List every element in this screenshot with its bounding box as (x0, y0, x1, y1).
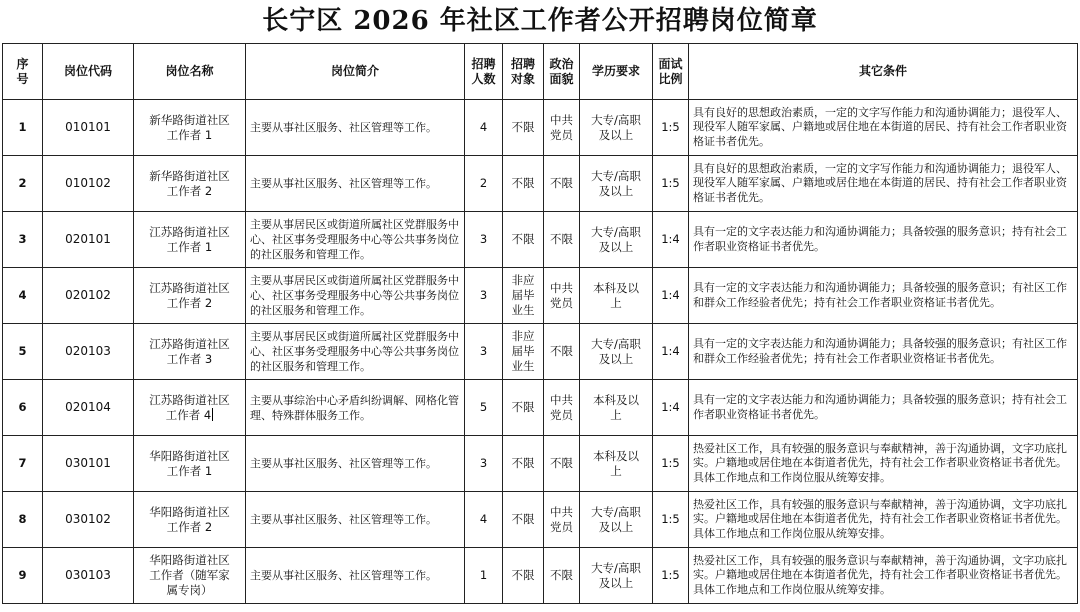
cell-education: 大专/高职及以上 (580, 548, 653, 604)
cell-name: 新华路街道社区工作者 1 (134, 100, 246, 156)
cell-target: 不限 (503, 492, 544, 548)
cell-count: 4 (465, 492, 503, 548)
cell-ratio: 1:5 (653, 548, 689, 604)
cell-seq: 1 (3, 100, 43, 156)
cell-education: 本科及以上 (580, 268, 653, 324)
table-row (3, 100, 1078, 156)
header-target: 招聘对象 (503, 44, 544, 100)
cell-political: 不限 (544, 212, 580, 268)
cell-seq: 3 (3, 212, 43, 268)
cell-other: 具有一定的文字表达能力和沟通协调能力；具备较强的服务意识；有社区工作和群众工作经验者优先；持有社会工作者职业资格证书者优先。 (689, 324, 1078, 380)
cell-ratio: 1:5 (653, 436, 689, 492)
cell-ratio: 1:4 (653, 380, 689, 436)
cell-ratio: 1:4 (653, 324, 689, 380)
cell-target: 不限 (503, 436, 544, 492)
cell-code: 030102 (43, 492, 134, 548)
table-body (3, 100, 1078, 604)
table-header-row (3, 44, 1078, 100)
cell-code: 020104 (43, 380, 134, 436)
positions-table (2, 43, 1078, 604)
table-row (3, 212, 1078, 268)
cell-education: 大专/高职及以上 (580, 492, 653, 548)
cell-ratio: 1:4 (653, 212, 689, 268)
cell-other: 具有良好的思想政治素质，一定的文字写作能力和沟通协调能力；退役军人、现役军人随军家属、户籍地或居住地在本街道的居民、持有社会工作者职业资格证书者优先。 (689, 156, 1078, 212)
header-name: 岗位名称 (134, 44, 246, 100)
cell-code: 020102 (43, 268, 134, 324)
cell-political: 不限 (544, 548, 580, 604)
cell-intro: 主要从事综治中心矛盾纠纷调解、网格化管理、特殊群体服务工作。 (246, 380, 465, 436)
cell-code: 020103 (43, 324, 134, 380)
cell-name: 新华路街道社区工作者 2 (134, 156, 246, 212)
table-row (3, 380, 1078, 436)
cell-seq: 2 (3, 156, 43, 212)
cell-other: 具有良好的思想政治素质，一定的文字写作能力和沟通协调能力；退役军人、现役军人随军家属、户籍地或居住地在本街道的居民、持有社会工作者职业资格证书者优先。 (689, 100, 1078, 156)
cell-seq: 6 (3, 380, 43, 436)
cell-target: 非应届毕业生 (503, 268, 544, 324)
cell-ratio: 1:5 (653, 100, 689, 156)
cell-count: 5 (465, 380, 503, 436)
cell-name: 华阳路街道社区工作者 1 (134, 436, 246, 492)
cell-intro: 主要从事社区服务、社区管理等工作。 (246, 492, 465, 548)
cell-political: 不限 (544, 436, 580, 492)
table-row (3, 324, 1078, 380)
cell-count: 3 (465, 268, 503, 324)
cell-intro: 主要从事社区服务、社区管理等工作。 (246, 156, 465, 212)
cell-seq: 9 (3, 548, 43, 604)
cell-intro: 主要从事居民区或街道所属社区党群服务中心、社区事务受理服务中心等公共事务岗位的社区服务和管理工作。 (246, 324, 465, 380)
table-row (3, 492, 1078, 548)
cell-code: 020101 (43, 212, 134, 268)
cell-target: 不限 (503, 548, 544, 604)
cell-political: 不限 (544, 156, 580, 212)
cell-political: 中共党员 (544, 380, 580, 436)
header-political: 政治面貌 (544, 44, 580, 100)
cell-other: 热爱社区工作，具有较强的服务意识与奉献精神，善于沟通协调，文字功底扎实。户籍地或居住地在本街道者优先，持有社会工作者职业资格证书者优先。具体工作地点和工作岗位服从统筹安排。 (689, 436, 1078, 492)
cell-name: 华阳路街道社区工作者 2 (134, 492, 246, 548)
text-cursor (212, 408, 213, 421)
cell-name: 江苏路街道社区工作者 2 (134, 268, 246, 324)
cell-political: 不限 (544, 324, 580, 380)
header-intro: 岗位简介 (246, 44, 465, 100)
header-seq: 序号 (3, 44, 43, 100)
cell-seq: 7 (3, 436, 43, 492)
cell-count: 3 (465, 324, 503, 380)
cell-target: 不限 (503, 100, 544, 156)
cell-intro: 主要从事社区服务、社区管理等工作。 (246, 548, 465, 604)
cell-name: 华阳路街道社区工作者（随军家属专岗） (134, 548, 246, 604)
cell-education: 本科及以上 (580, 380, 653, 436)
cell-count: 2 (465, 156, 503, 212)
cell-name: 江苏路街道社区工作者 4 (134, 380, 246, 436)
cell-seq: 8 (3, 492, 43, 548)
header-ratio: 面试比例 (653, 44, 689, 100)
cell-intro: 主要从事居民区或街道所属社区党群服务中心、社区事务受理服务中心等公共事务岗位的社区服务和管理工作。 (246, 268, 465, 324)
cell-political: 中共党员 (544, 492, 580, 548)
cell-ratio: 1:5 (653, 492, 689, 548)
cell-ratio: 1:4 (653, 268, 689, 324)
cell-code: 030101 (43, 436, 134, 492)
page-title: 长宁区 2026 年社区工作者公开招聘岗位简章 (262, 6, 818, 36)
cell-seq: 4 (3, 268, 43, 324)
cell-target: 非应届毕业生 (503, 324, 544, 380)
table-row (3, 436, 1078, 492)
cell-other: 热爱社区工作，具有较强的服务意识与奉献精神，善于沟通协调，文字功底扎实。户籍地或居住地在本街道者优先，持有社会工作者职业资格证书者优先。具体工作地点和工作岗位服从统筹安排。 (689, 548, 1078, 604)
cell-code: 010101 (43, 100, 134, 156)
table-row (3, 156, 1078, 212)
header-other: 其它条件 (689, 44, 1078, 100)
cell-political: 中共党员 (544, 268, 580, 324)
cell-name: 江苏路街道社区工作者 3 (134, 324, 246, 380)
cell-education: 大专/高职及以上 (580, 212, 653, 268)
cell-count: 1 (465, 548, 503, 604)
cell-intro: 主要从事社区服务、社区管理等工作。 (246, 436, 465, 492)
cell-target: 不限 (503, 380, 544, 436)
table-row (3, 548, 1078, 604)
header-count: 招聘人数 (465, 44, 503, 100)
cell-education: 大专/高职及以上 (580, 156, 653, 212)
cell-other: 具有一定的文字表达能力和沟通协调能力；具备较强的服务意识；有社区工作和群众工作经验者优先；持有社会工作者职业资格证书者优先。 (689, 268, 1078, 324)
cell-intro: 主要从事社区服务、社区管理等工作。 (246, 100, 465, 156)
cell-education: 大专/高职及以上 (580, 324, 653, 380)
cell-ratio: 1:5 (653, 156, 689, 212)
cell-political: 中共党员 (544, 100, 580, 156)
cell-intro: 主要从事居民区或街道所属社区党群服务中心、社区事务受理服务中心等公共事务岗位的社区服务和管理工作。 (246, 212, 465, 268)
cell-other: 具有一定的文字表达能力和沟通协调能力；具备较强的服务意识；持有社会工作者职业资格证书者优先。 (689, 212, 1078, 268)
table-row (3, 268, 1078, 324)
cell-code: 030103 (43, 548, 134, 604)
cell-count: 3 (465, 436, 503, 492)
cell-other: 热爱社区工作，具有较强的服务意识与奉献精神，善于沟通协调，文字功底扎实。户籍地或居住地在本街道者优先，持有社会工作者职业资格证书者优先。具体工作地点和工作岗位服从统筹安排。 (689, 492, 1078, 548)
cell-seq: 5 (3, 324, 43, 380)
cell-target: 不限 (503, 212, 544, 268)
header-education: 学历要求 (580, 44, 653, 100)
cell-name: 江苏路街道社区工作者 1 (134, 212, 246, 268)
cell-education: 本科及以上 (580, 436, 653, 492)
cell-code: 010102 (43, 156, 134, 212)
header-code: 岗位代码 (43, 44, 134, 100)
cell-count: 3 (465, 212, 503, 268)
cell-target: 不限 (503, 156, 544, 212)
cell-education: 大专/高职及以上 (580, 100, 653, 156)
cell-count: 4 (465, 100, 503, 156)
cell-other: 具有一定的文字表达能力和沟通协调能力；具备较强的服务意识；持有社会工作者职业资格证书者优先。 (689, 380, 1078, 436)
